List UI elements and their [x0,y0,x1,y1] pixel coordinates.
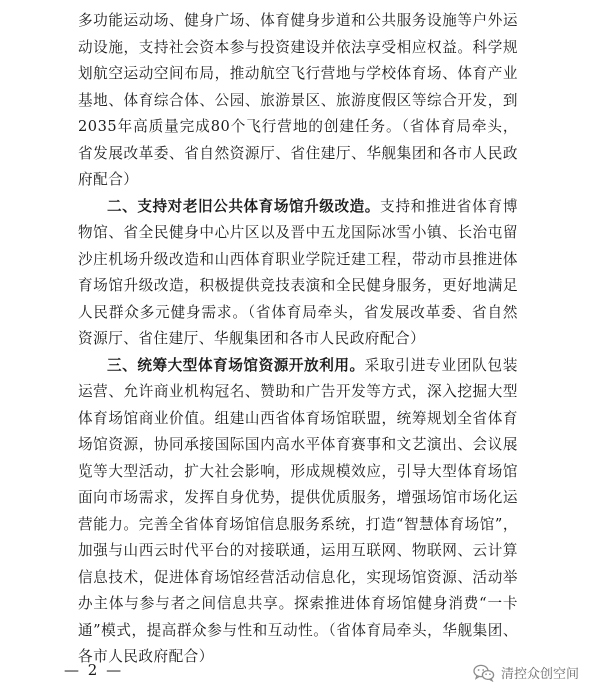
watermark [473,663,579,682]
paragraph-text: 支持和推进省体育博物馆、省全民健身中心片区以及晋中五龙国际冰雪小镇、长治屯留沙庄机场升级改造和山西体育职业学院迁建工程，带动市县推进体育场馆升级改造，积极提供竞技表演和全民健身服务，更好地满足人民群众多元健身需求。（省体育局牵头，省发展改革委、省自然资源厅、省住建厅、华舰集团和各市人民政府配合） [78,197,518,347]
wechat-icon [473,664,495,682]
page-number: — 2 — [64,661,124,679]
paragraph-text: 采取引进专业团队包装运营、允许商业机构冠名、赞助和广告开发等方式，深入挖掘大型体育场馆商业价值。组建山西省体育场馆联盟，统筹规划全省体育场馆资源，协同承接国际国内高水平体育赛事和文艺演出、会议展览等大型活动，扩大社会影响，形成规模效应，引导大型体育场馆面向市场需求，发挥自身优势，提供优质服务，增强场馆市场化运营能力。完善全省体育场馆信息服务系统，打造“智慧体育场馆”，加强与山西云时代平台的对接联通，运用互联网、物联网、云计算信息技术，促进体育场馆经营活动信息化，实现场馆资源、活动举办主体与参与者之间信息共享。探索推进体育场馆健身消费“一卡通”模式，提高群众参与性和互动性。（省体育局牵头，华舰集团、各市人民政府配合） [78,356,518,665]
paragraph-text: 多功能运动场、健身广场、体育健身步道和公共服务设施等户外运动设施，支持社会资本参与投资建设并依法享受相应权益。科学规划航空运动空间布局，推动航空飞行营地与学校体育场、体育产业基地、体育综合体、公园、旅游景区、旅游度假区等综合开发，到2035年高质量完成80个飞行营地的创建任务。（省体育局牵头，省发展改革委、省自然资源厅、省住建厅、华舰集团和各市人民政府配合） [78,12,518,188]
section-heading: 三、统筹大型体育场馆资源开放利用。 [107,356,365,374]
paragraph-continuation [78,8,518,194]
watermark-text: 清控众创空间 [500,667,579,682]
section-heading: 二、支持对老旧公共体育场馆升级改造。 [107,197,380,215]
paragraph-section-3 [78,353,518,671]
paragraph-section-2 [78,194,518,353]
document-body [78,8,518,671]
